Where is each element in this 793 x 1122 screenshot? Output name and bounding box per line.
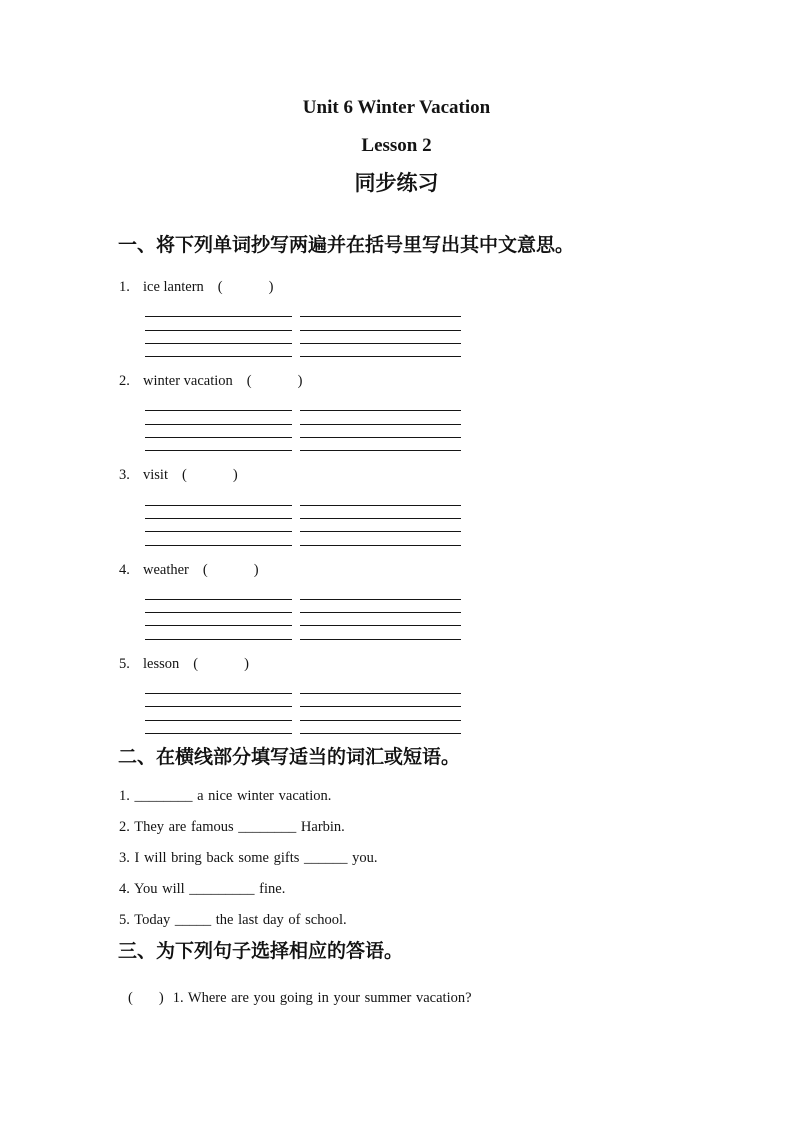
word-text: lesson (143, 655, 180, 672)
copy-lines-right (300, 398, 461, 451)
writing-line (145, 721, 292, 734)
item-number: 2. (119, 373, 130, 390)
writing-line (145, 506, 292, 519)
copy-lines (145, 304, 793, 357)
writing-line (300, 587, 461, 600)
writing-line (145, 425, 292, 438)
writing-line (145, 519, 292, 532)
writing-line (300, 600, 461, 613)
word-item-4 (119, 561, 793, 640)
bracket-close: ) (297, 373, 303, 390)
worksheet-subtitle: 同步练习 (354, 172, 439, 195)
writing-line (300, 331, 461, 344)
bracket-open: ( (217, 279, 223, 295)
writing-line (300, 425, 461, 438)
writing-line (145, 331, 292, 344)
choice-item-1 (128, 989, 793, 1007)
word-item-5 (119, 655, 793, 734)
writing-line (145, 304, 292, 317)
fill-item-2: 2. They are famous ________ Harbin. (119, 818, 345, 835)
word-text: visit (143, 467, 168, 484)
writing-line (300, 721, 461, 734)
writing-line (300, 613, 461, 626)
answer-brackets (203, 562, 259, 578)
copy-lines-right (300, 587, 461, 640)
writing-line (300, 506, 461, 519)
writing-line (145, 398, 292, 411)
item-number: 4. (119, 561, 130, 578)
copy-lines-left (145, 304, 292, 357)
copy-lines (145, 398, 793, 451)
bracket-open: ( (128, 989, 133, 1006)
writing-line (145, 344, 292, 357)
writing-line (145, 707, 292, 720)
writing-line (145, 492, 292, 505)
copy-lines-left (145, 587, 292, 640)
copy-lines-left (145, 398, 292, 451)
answer-brackets (182, 467, 238, 483)
writing-line (300, 707, 461, 720)
copy-lines (145, 681, 793, 734)
answer-brackets (193, 656, 249, 672)
writing-line (145, 411, 292, 424)
writing-line (145, 438, 292, 451)
word-item-1 (119, 278, 793, 357)
writing-line (145, 587, 292, 600)
fill-item-4: 4. You will _________ fine. (119, 880, 286, 897)
writing-line (300, 519, 461, 532)
copy-lines-left (145, 492, 292, 545)
lesson-title: Lesson 2 (361, 135, 432, 156)
writing-line (145, 613, 292, 626)
copy-lines-right (300, 492, 461, 545)
word-line (119, 655, 793, 673)
word-text: winter vacation (143, 373, 233, 390)
bracket-close: ) (232, 467, 238, 484)
writing-line (300, 438, 461, 451)
bracket-close: ) (158, 989, 164, 1006)
fill-item-3: 3. I will bring back some gifts ______ you. (119, 849, 378, 866)
writing-line (145, 532, 292, 545)
word-line (119, 561, 793, 579)
writing-line (300, 492, 461, 505)
item-number: 3. (119, 467, 130, 484)
bracket-open: ( (193, 655, 199, 672)
word-text: weather (143, 561, 189, 578)
writing-line (300, 304, 461, 317)
fill-item-1: 1. ________ a nice winter vacation. (119, 787, 332, 804)
answer-brackets (247, 373, 303, 389)
writing-line (300, 317, 461, 330)
word-line (119, 278, 793, 296)
writing-line (300, 398, 461, 411)
section3-heading: 三、为下列句子选择相应的答语。 (118, 940, 404, 962)
writing-line (145, 600, 292, 613)
word-item-2 (119, 372, 793, 451)
word-item-3 (119, 466, 793, 545)
writing-line (145, 694, 292, 707)
bracket-open: ( (202, 561, 208, 578)
writing-line (145, 681, 292, 694)
item-number: 1. (119, 279, 130, 295)
section1-heading: 一、将下列单词抄写两遍并在括号里写出其中文意思。 (118, 235, 575, 256)
copy-lines-right (300, 304, 461, 357)
choice-question: 1. Where are you going in your summer vacation? (172, 989, 472, 1006)
copy-lines-left (145, 681, 292, 734)
writing-line (300, 344, 461, 357)
bracket-close: ) (244, 655, 249, 672)
writing-line (300, 626, 461, 639)
copy-lines-right (300, 681, 461, 734)
word-line (119, 466, 793, 484)
writing-line (145, 626, 292, 639)
bracket-open: ( (246, 373, 252, 390)
word-line (119, 372, 793, 390)
copy-lines (145, 492, 793, 545)
bracket-open: ( (181, 467, 187, 484)
copy-lines (145, 587, 793, 640)
section2-heading: 二、在横线部分填写适当的词汇或短语。 (118, 746, 461, 768)
writing-line (300, 694, 461, 707)
unit-title: Unit 6 Winter Vacation (302, 97, 491, 118)
bracket-close: ) (268, 279, 274, 295)
writing-line (145, 317, 292, 330)
item-number: 5. (119, 655, 130, 672)
bracket-close: ) (253, 561, 259, 578)
writing-line (300, 681, 461, 694)
writing-line (300, 411, 461, 424)
writing-line (300, 532, 461, 545)
fill-item-5: 5. Today _____ the last day of school. (119, 911, 347, 928)
answer-brackets (218, 279, 274, 295)
word-text: ice lantern (143, 279, 204, 295)
